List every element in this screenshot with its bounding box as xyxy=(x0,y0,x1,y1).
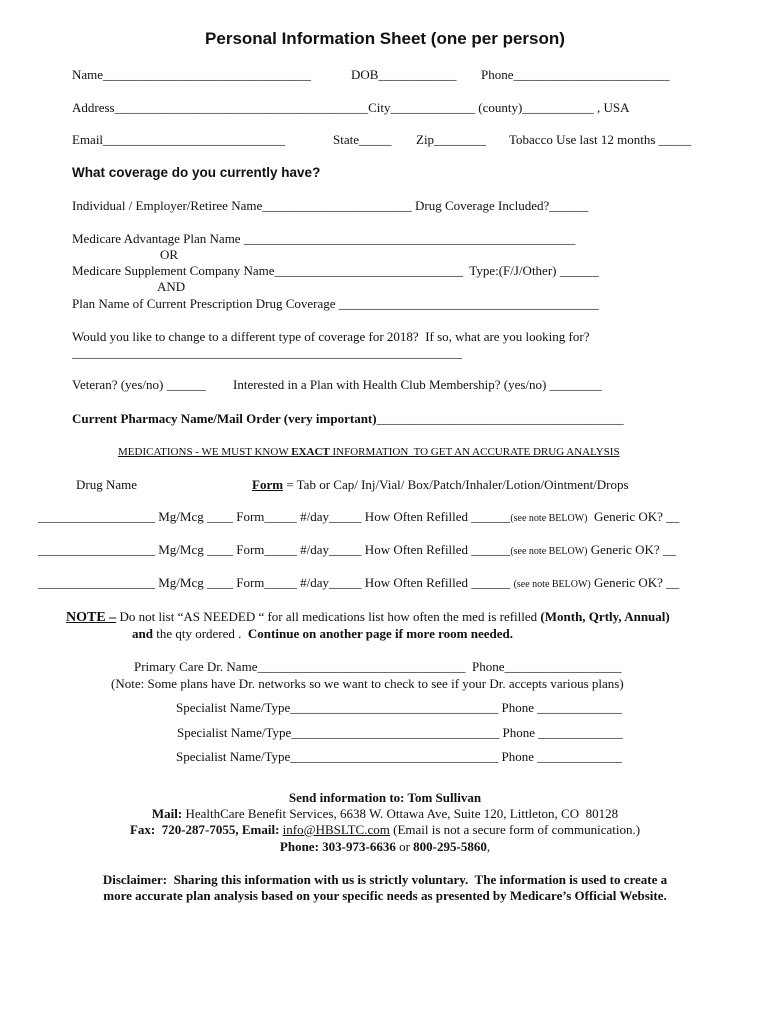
note-line-1 xyxy=(66,609,670,626)
note-and: and xyxy=(132,626,153,641)
fax-email xyxy=(0,822,770,838)
note-text-1: Do not list “AS NEEDED “ for all medications list how often the med is refilled xyxy=(116,609,541,624)
pharmacy-label: Current Pharmacy Name/Mail Order (very important) xyxy=(72,411,377,426)
phone-primary: Phone: 303-973-6636 xyxy=(279,839,396,854)
medication-row-1-fields[interactable]: __________________ Mg/Mcg ____ Form_____ #/day_____ How Often Refilled ______ xyxy=(38,509,511,524)
note-line-2 xyxy=(132,626,513,642)
change-question: Would you like to change to a different type of coverage for 2018? If so, what are you looking for? xyxy=(72,329,590,344)
phone-or: or xyxy=(395,839,414,854)
disclaimer-line-2: more accurate plan analysis based on your specific needs as presented by Medicare’s Official Website. xyxy=(103,888,667,903)
note-continue: Continue on another page if more room needed. xyxy=(247,626,513,641)
networks-note: (Note: Some plans have Dr. networks so we want to check to see if your Dr. accepts various plans) xyxy=(111,676,624,691)
send-to: Send information to: Tom Sullivan xyxy=(288,790,482,805)
see-note: (see note BELOW) xyxy=(513,579,591,590)
veteran-field[interactable]: Veteran? (yes/no) ______ xyxy=(72,377,206,392)
fax-label: Fax: 720-287-7055, Email: xyxy=(129,822,280,837)
medications-heading-pre: MEDICATIONS - WE MUST KNOW xyxy=(118,446,292,458)
state-field[interactable]: State_____ xyxy=(333,132,392,147)
note-label: NOTE – xyxy=(66,610,117,625)
change-answer-line[interactable]: ____________________________________________________________ xyxy=(72,345,462,360)
email-field[interactable]: Email____________________________ xyxy=(72,132,286,147)
mail-label: Mail: xyxy=(151,806,183,821)
page-title: Personal Information Sheet (one per person) xyxy=(205,29,565,48)
drug-name-label: Drug Name xyxy=(76,477,138,492)
medications-heading-post: INFORMATION TO GET AN ACCURATE DRUG ANALYSIS xyxy=(329,446,620,458)
phone-field[interactable]: Phone________________________ xyxy=(481,67,670,82)
email-link[interactable]: info@HBSLTC.com xyxy=(282,822,390,837)
zip-field[interactable]: Zip________ xyxy=(416,132,487,147)
medication-row-1[interactable] xyxy=(38,509,679,527)
or-label: OR xyxy=(160,247,179,262)
mail-address xyxy=(0,806,770,822)
specialist-field-1[interactable]: Specialist Name/Type________________________________ Phone _____________ xyxy=(176,700,622,715)
medication-row-2[interactable] xyxy=(38,542,676,560)
medication-row-2-fields[interactable]: __________________ Mg/Mcg ____ Form_____ #/day_____ How Often Refilled ______ xyxy=(38,542,511,557)
see-note: (see note BELOW) xyxy=(510,513,588,524)
phone-end: , xyxy=(486,839,491,854)
dob-field[interactable]: DOB____________ xyxy=(351,67,457,82)
supplement-field[interactable]: Medicare Supplement Company Name_____________________________ Type:(F/J/Other) ______ xyxy=(72,263,599,278)
medications-heading-exact: EXACT xyxy=(291,446,330,458)
note-refill-periods: (Month, Qrtly, Annual) xyxy=(540,609,670,624)
health-club-field[interactable]: Interested in a Plan with Health Club Membership? (yes/no) ________ xyxy=(233,377,602,392)
specialist-field-3[interactable]: Specialist Name/Type________________________________ Phone _____________ xyxy=(176,749,622,764)
medications-heading xyxy=(118,444,620,460)
name-field[interactable]: Name________________________________ xyxy=(72,67,312,82)
medication-row-3[interactable] xyxy=(38,575,679,593)
see-note: (see note BELOW) xyxy=(510,546,588,557)
form-label: Form xyxy=(252,477,284,492)
address-field[interactable]: Address_______________________________________City_____________ (county)___________ , USA xyxy=(72,100,630,115)
primary-care-field[interactable]: Primary Care Dr. Name________________________________ Phone__________________ xyxy=(134,659,622,674)
email-note: (Email is not a secure form of communication.) xyxy=(389,822,641,837)
tobacco-field[interactable]: Tobacco Use last 12 months _____ xyxy=(509,132,692,147)
generic-ok-field[interactable]: Generic OK? __ xyxy=(587,509,680,524)
employer-field[interactable]: Individual / Employer/Retiree Name_______________________ Drug Coverage Included?______ xyxy=(72,198,589,213)
coverage-heading: What coverage do you currently have? xyxy=(72,165,321,180)
pharmacy-field[interactable] xyxy=(72,411,624,427)
phone-numbers xyxy=(0,839,770,855)
medication-row-3-fields[interactable]: __________________ Mg/Mcg ____ Form_____ #/day_____ How Often Refilled ______ xyxy=(38,575,514,590)
advantage-plan-field[interactable]: Medicare Advantage Plan Name ___________________________________________________ xyxy=(72,231,576,246)
generic-ok-field[interactable]: Generic OK? __ xyxy=(590,575,680,590)
generic-ok-field[interactable]: Generic OK? __ xyxy=(587,542,676,557)
pharmacy-line[interactable]: ______________________________________ xyxy=(376,411,624,426)
drug-plan-field[interactable]: Plan Name of Current Prescription Drug Coverage ________________________________________ xyxy=(72,296,599,311)
disclaimer-line-1: Disclaimer: Sharing this information with us is strictly voluntary. The information is used to create a xyxy=(102,872,668,887)
phone-alt: 800-295-5860 xyxy=(413,839,487,854)
and-label: AND xyxy=(157,279,186,294)
specialist-field-2[interactable]: Specialist Name/Type________________________________ Phone _____________ xyxy=(177,725,623,740)
note-text-2: the qty ordered . xyxy=(152,626,248,641)
mail-text: HealthCare Benefit Services, 6638 W. Ottawa Ave, Suite 120, Littleton, CO 80128 xyxy=(182,806,619,821)
form-legend xyxy=(252,477,629,493)
form-options: = Tab or Cap/ Inj/Vial/ Box/Patch/Inhaler/Lotion/Ointment/Drops xyxy=(283,477,629,492)
